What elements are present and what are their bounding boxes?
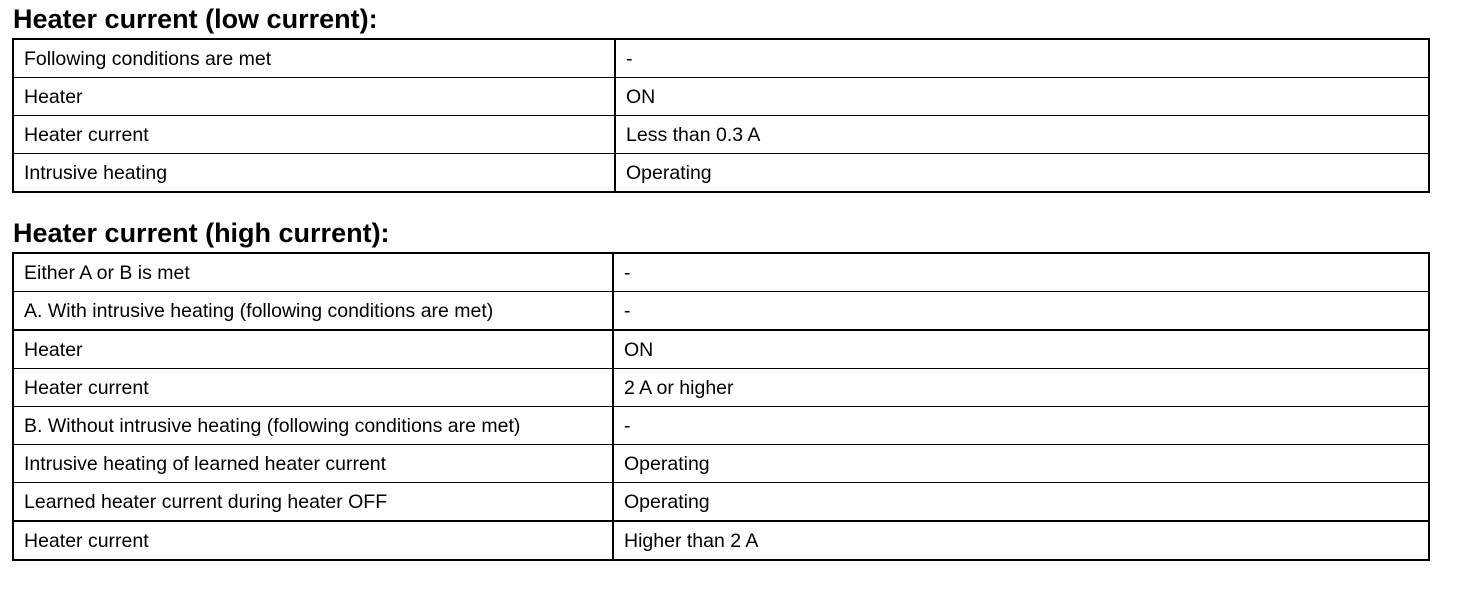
value-cell: - <box>613 407 1429 445</box>
table-row <box>13 483 1429 522</box>
condition-cell: Heater current <box>13 369 613 407</box>
condition-cell: Either A or B is met <box>13 253 613 292</box>
table-row <box>13 116 1429 154</box>
table-row <box>13 407 1429 445</box>
condition-cell: Intrusive heating <box>13 154 615 193</box>
table-row <box>13 292 1429 331</box>
high-current-title: Heater current (high current): <box>13 218 390 248</box>
low-current-table <box>12 38 1430 193</box>
condition-cell: Heater <box>13 78 615 116</box>
high-current-table <box>12 252 1430 561</box>
value-cell: 2 A or higher <box>613 369 1429 407</box>
value-cell: - <box>613 253 1429 292</box>
value-cell: Operating <box>613 445 1429 483</box>
condition-cell: Heater current <box>13 521 613 560</box>
table-row <box>13 330 1429 369</box>
condition-cell: Heater current <box>13 116 615 154</box>
condition-cell: Heater <box>13 330 613 369</box>
table-row <box>13 78 1429 116</box>
value-cell: Operating <box>615 154 1429 193</box>
table-row <box>13 369 1429 407</box>
table-row <box>13 253 1429 292</box>
table-row <box>13 521 1429 560</box>
value-cell: ON <box>613 330 1429 369</box>
value-cell: Higher than 2 A <box>613 521 1429 560</box>
condition-cell: Learned heater current during heater OFF <box>13 483 613 522</box>
condition-cell: A. With intrusive heating (following conditions are met) <box>13 292 613 331</box>
table-row <box>13 39 1429 78</box>
table-row <box>13 445 1429 483</box>
condition-cell: Following conditions are met <box>13 39 615 78</box>
low-current-title: Heater current (low current): <box>13 4 378 34</box>
value-cell: - <box>615 39 1429 78</box>
condition-cell: Intrusive heating of learned heater current <box>13 445 613 483</box>
condition-cell: B. Without intrusive heating (following conditions are met) <box>13 407 613 445</box>
value-cell: Operating <box>613 483 1429 522</box>
table-row <box>13 154 1429 193</box>
value-cell: Less than 0.3 A <box>615 116 1429 154</box>
value-cell: - <box>613 292 1429 331</box>
value-cell: ON <box>615 78 1429 116</box>
